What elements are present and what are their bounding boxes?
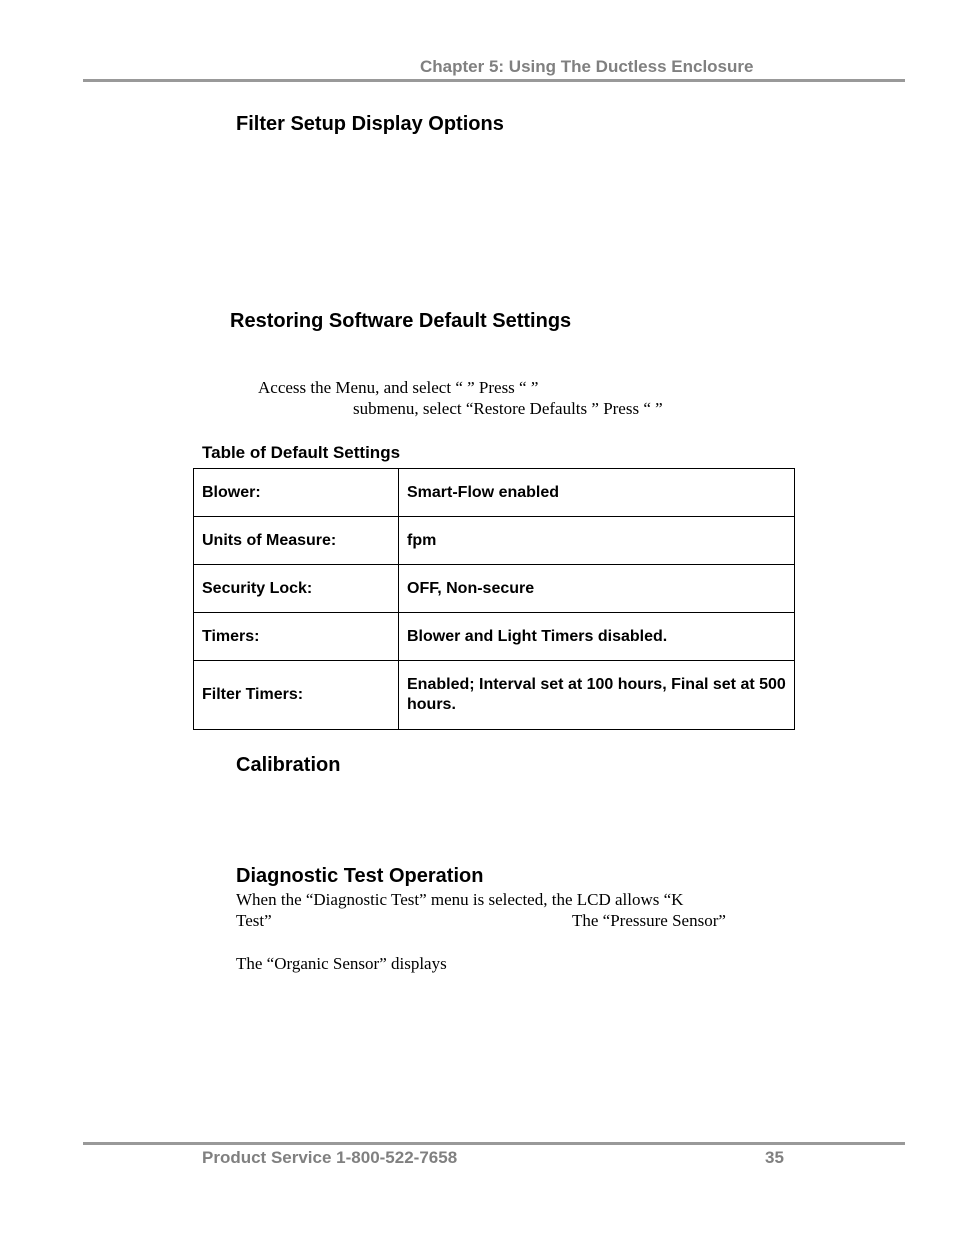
row-label: Blower: (194, 469, 399, 517)
table-row (194, 469, 795, 517)
diagnostic-text-line2b: The “Pressure Sensor” (572, 911, 726, 930)
header-rule (83, 79, 905, 82)
restore-instructions-line2: submenu, select “Restore Defaults ” Press “ ” (353, 399, 663, 418)
table-row (194, 613, 795, 661)
footer-product-service: Product Service 1-800-522-7658 (202, 1148, 458, 1167)
restore-instructions-line1: Access the Menu, and select “ ” Press “ ” (258, 378, 539, 397)
row-value: Blower and Light Timers disabled. (399, 613, 795, 661)
row-value: OFF, Non-secure (399, 565, 795, 613)
diagnostic-text-line3: The “Organic Sensor” displays (236, 954, 447, 973)
heading-calibration: Calibration (236, 754, 341, 776)
row-value: Enabled; Interval set at 100 hours, Final set at 500 hours. (399, 661, 795, 730)
heading-filter-setup: Filter Setup Display Options (236, 113, 504, 135)
table-row (194, 565, 795, 613)
table-title: Table of Default Settings (202, 443, 401, 462)
diagnostic-text-line1: When the “Diagnostic Test” menu is selected, the LCD allows “K (236, 890, 684, 909)
row-value: Smart-Flow enabled (399, 469, 795, 517)
row-value: fpm (399, 517, 795, 565)
chapter-header: Chapter 5: Using The Ductless Enclosure (420, 57, 754, 76)
row-label: Security Lock: (194, 565, 399, 613)
page-number: 35 (765, 1148, 784, 1167)
table-row (194, 517, 795, 565)
heading-restoring-defaults: Restoring Software Default Settings (230, 310, 572, 332)
row-label: Timers: (194, 613, 399, 661)
row-label: Units of Measure: (194, 517, 399, 565)
row-label: Filter Timers: (194, 661, 399, 730)
table-row (194, 661, 795, 730)
footer-rule (83, 1142, 905, 1145)
heading-diagnostic: Diagnostic Test Operation (236, 865, 484, 887)
diagnostic-text-line2a: Test” (236, 911, 272, 930)
default-settings-table (193, 468, 795, 730)
